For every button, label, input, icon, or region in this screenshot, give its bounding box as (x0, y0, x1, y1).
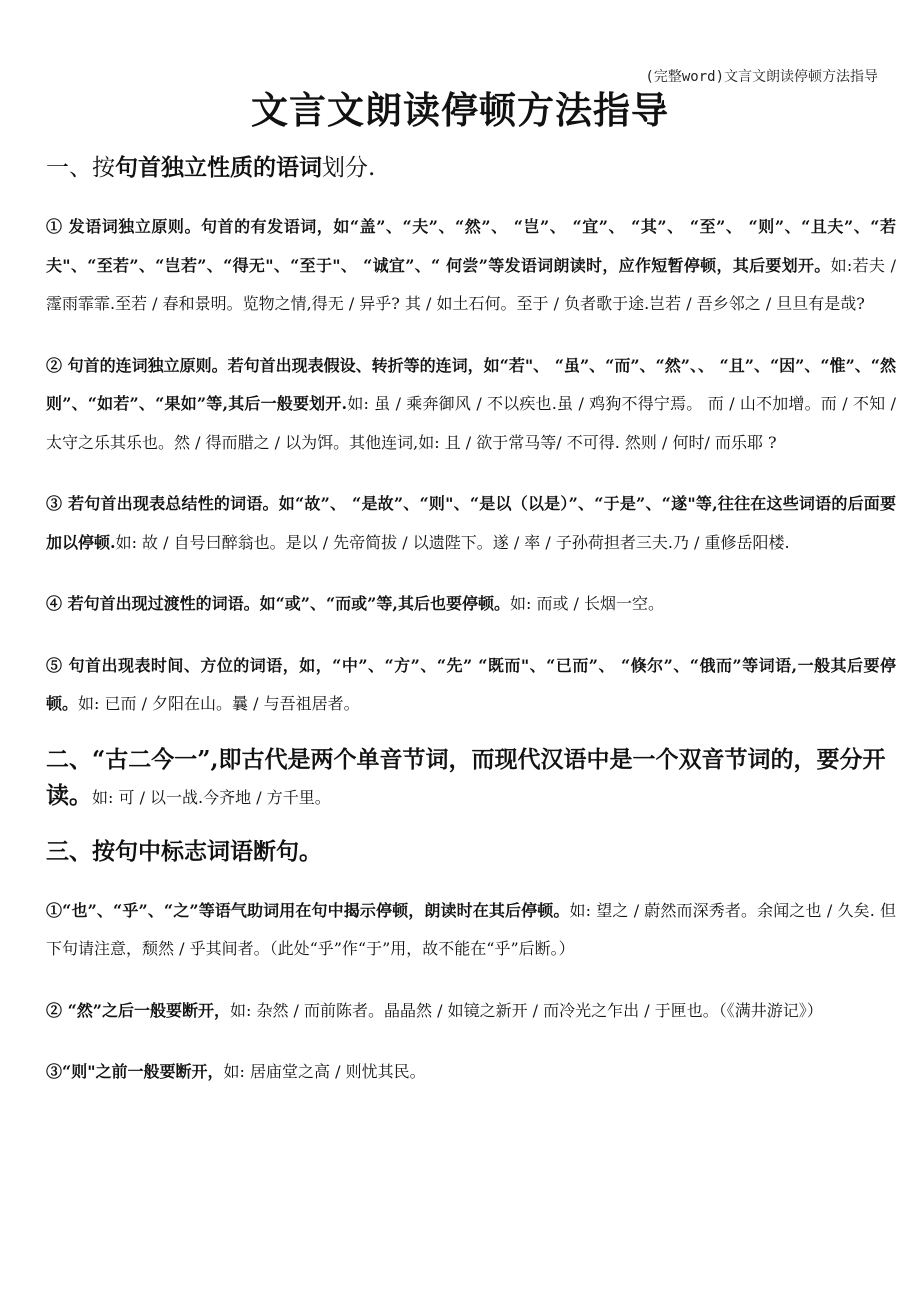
section-3-heading: 三、按句中标志词语断句。 (46, 837, 322, 865)
item-rule-text: ①“也”、“乎”、“之”等语气助词用在句中揭示停顿，朗读时在其后停顿。 (46, 900, 570, 920)
item-rule-text: ④ 若句首出现过渡性的词语。如“或”、“而或”等,其后也要停顿。 (46, 594, 510, 613)
section-3-item-1 (46, 892, 896, 969)
item-example-text: 如: 故 / 自号曰醉翁也。是以 / 先帝简拔 / 以遗陛下。遂 / 率 / 子孙荷担者三夫.乃 / 重修岳阳楼. (115, 532, 790, 552)
section-1-heading (46, 150, 896, 186)
item-example-text: 如: 虽 / 乘奔御风 / 不以疾也.虽 / 鸡狗不得宁焉。 而 / 山不加增。而 / 不知 / 太守之乐其乐也。然 / 得而腊之 / 以为饵。其他连词,如: 且 / 欲于常马等/ 不可得. 然则 / 何时/ 而乐耶 ? (46, 394, 896, 452)
section-1-heading-suffix: 划分. (322, 155, 376, 181)
section-1-item-3 (46, 485, 896, 562)
item-rule-text: ② “然”之后一般要断开， (46, 1000, 230, 1020)
section-3-item-3 (46, 1053, 896, 1092)
section-2-heading (46, 742, 896, 816)
item-example-text: 如: 居庙堂之高 / 则忧其民。 (223, 1062, 426, 1081)
item-example-text: 如:若夫 / 霪雨霏霏.至若 / 春和景明。览物之情,得无 / 异乎? 其 / 如土石何。至于 / 负者歌于途.岂若 / 吾乡邻之 / 旦旦有是哉? (46, 255, 896, 313)
item-example-text: 如: 而或 / 长烟一空。 (509, 594, 665, 613)
section-1-item-2 (46, 347, 896, 463)
section-2-heading-text: 二、“古二今一”,即古代是两个单音节词，而现代汉语中是一个双音节词的，要分开读。 (46, 745, 886, 809)
section-3-item-2 (46, 992, 896, 1031)
document-header-label: (完整word)文言文朗读停顿方法指导 (645, 69, 878, 85)
item-rule-text: ③ 若句首出现表总结性的词语。如“故”、 “是故”、“则"、“是以（以是）”、“于是”、“遂"等,往往在这些词语的后面要加以停顿. (46, 494, 896, 552)
section-1-heading-prefix: 一、按 (46, 155, 115, 181)
section-1-heading-bold: 句首独立性质的语词 (115, 154, 322, 181)
document-body (46, 150, 896, 1092)
item-rule-text: ② 句首的连词独立原则。若句首出现表假设、转折等的连词，如“若"、 “虽”、“而”、“然”、、 “且”、“因”、“惟”、“然则”、“如若”、“果如”等,其后一般要划开. (46, 355, 896, 413)
section-1-item-4 (46, 585, 896, 624)
item-example-text: 如: 望之 / 蔚然而深秀者。余闻之也 / 久矣. 但下句请注意，颓然 / 乎其间者。（此处“乎”作“于”用，故不能在“乎”后断。） (46, 900, 896, 958)
item-rule-text: ⑤ 句首出现表时间、方位的词语，如，“中”、“方”、“先” “既而"、“已而”、 “倏尔”、“俄而”等词语,一般其后要停顿。 (46, 655, 896, 713)
item-example-text: 如: 已而 / 夕阳在山。曩 / 与吾祖居者。 (78, 694, 360, 713)
item-rule-text: ③“则"之前一般要断开， (46, 1062, 224, 1081)
section-2-example: 如: 可 / 以一战.今齐地 / 方千里。 (92, 787, 331, 807)
document-title: 文言文朗读停顿方法指导 (251, 88, 669, 132)
section-1-item-5 (46, 647, 896, 724)
section-1-item-1 (46, 208, 896, 324)
item-example-text: 如: 杂然 / 而前陈者。晶晶然 / 如镜之新开 / 而冷光之乍出 / 于匣也。（《满井游记》） (229, 1000, 823, 1020)
item-rule-text: ① 发语词独立原则。句首的有发语词，如“盖”、“夫”、“然”、 “岂”、 “宜”、 “其”、 “至”、 “则”、“且夫”、“若夫"、“至若”、“岂若”、“得无"、“至于"、 “诚宜”、“ 何尝”等发语词朗读时，应作短暂停顿，其后要划开。 (46, 217, 896, 275)
